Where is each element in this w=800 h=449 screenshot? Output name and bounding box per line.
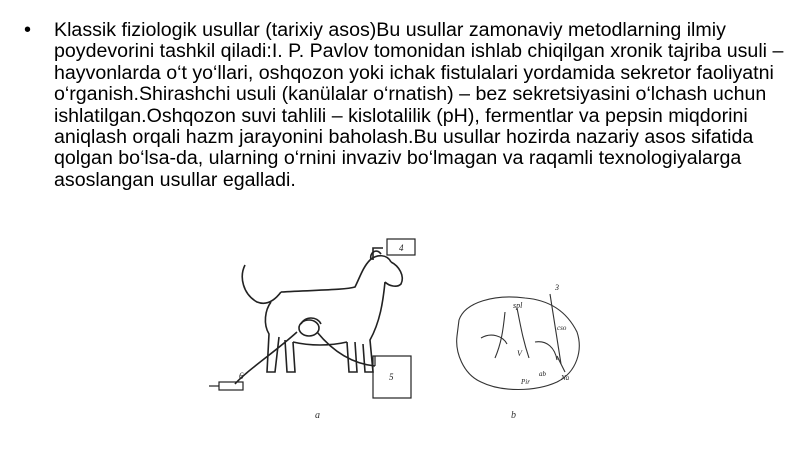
caption-b: b [511, 410, 516, 421]
label-box-bottom: 5 [389, 372, 394, 382]
label-b-cso: cso [557, 324, 567, 332]
label-box-top: 4 [399, 243, 404, 253]
figure-drawing [205, 232, 605, 427]
label-b-top: 3 [555, 283, 559, 292]
label-b-v: V [517, 349, 522, 358]
label-b-ab: ab [539, 370, 546, 378]
label-b-spl: spl [513, 301, 523, 310]
caption-a: a [315, 410, 320, 421]
label-b-na: Na [561, 374, 570, 382]
label-b-pir: Pir [521, 378, 530, 386]
bullet-item [24, 20, 784, 191]
bullet-text: Klassik fiziologik usullar (tarixiy asos)Bu usullar zamonaviy metodlarning ilmiy poydevorini tashkil qiladi:I. P. Pavlov tomonidan ishlab chiqilgan xronik tajriba usuli – hayvonlarda o‘t yo‘llari, oshqozon yoki ichak fistulalari yordamida sekretor faoliyatni o‘rganish.Shirashchi usuli (kanülalar o‘rnatish) – bez sekretsiyasini o‘lchash uchun ishlatilgan.Oshqozon suvi tahlili – kislotalilik (pH), fermentlar va pepsin miqdorini aniqlash orqali hazm jarayonini baholash.Bu usullar hozirda nazariy asos sifatida qolgan bo‘lsa-da, ularning o‘rnini invaziv bo‘lmagan va raqamli texnologiyalarga asoslangan usullar egalladi. [54, 19, 784, 191]
physiology-figure [205, 232, 605, 427]
dog-drawing [235, 248, 402, 384]
bullet-dot: • [24, 19, 32, 41]
label-syringe: 6 [239, 371, 244, 381]
bullet-list [24, 20, 784, 191]
